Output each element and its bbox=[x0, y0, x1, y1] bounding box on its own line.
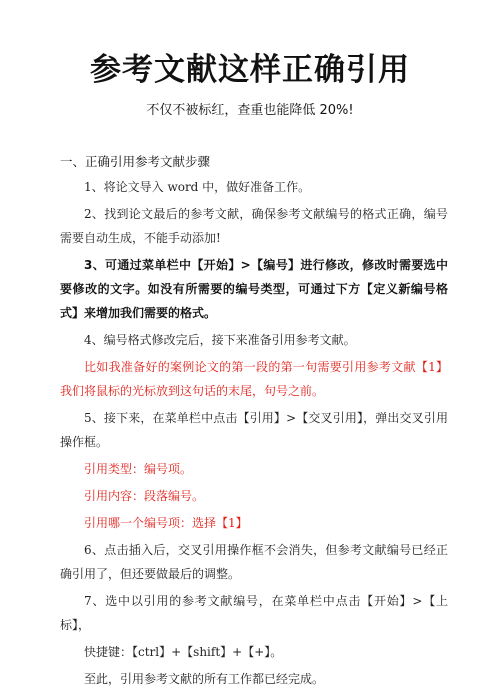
step-7-paragraph: 7、选中以引用的参考文献编号，在菜单栏中点击【开始】>【上标】， bbox=[60, 594, 448, 632]
shortcut-line: 快捷键：【ctrl】+【shift】+【+】。 bbox=[84, 645, 283, 659]
step-3-paragraph: 3、可通过菜单栏中【开始】>【编号】进行修改，修改时需要选中要修改的文字。如没有所需要的编号类型，可通过下方【定义新编号格式】来增加我们需要的格式。 bbox=[60, 258, 448, 320]
conclusion-line: 至此，引用参考文献的所有工作都已经完成。 bbox=[84, 672, 325, 686]
step-6-paragraph: 6、点击插入后，交叉引用操作框不会消失，但参考文献编号已经正确引用了，但还要做最后的调整。 bbox=[60, 543, 448, 581]
reference-content-line: 引用内容：段落编号。 bbox=[84, 489, 205, 503]
page-subtitle: 不仅不被标红，查重也能降低 20%! bbox=[146, 103, 354, 118]
page-title: 参考文献这样正确引用 bbox=[90, 52, 410, 88]
step-4-paragraph: 4、编号格式修改完后，接下来准备引用参考文献。 bbox=[84, 333, 356, 347]
step-2-paragraph: 2、找到论文最后的参考文献，确保参考文献编号的格式正确，编号需要自动生成，不能手动添加! bbox=[60, 207, 448, 245]
step-5-paragraph: 5、接下来，在菜单栏中点击【引用】>【交叉引用】，弹出交叉引用操作框。 bbox=[60, 411, 448, 449]
reference-type-line: 引用类型：编号项。 bbox=[84, 462, 193, 476]
article-body bbox=[60, 150, 448, 694]
section-heading: 一、正确引用参考文献步骤 bbox=[60, 154, 211, 169]
step-1-paragraph: 1、将论文导入 word 中，做好准备工作。 bbox=[84, 180, 311, 194]
reference-which-line: 引用哪一个编号项：选择【1】 bbox=[84, 516, 248, 530]
example-paragraph: 比如我准备好的案例论文的第一段的第一句需要引用参考文献【1】我们将鼠标的光标放到这句话的末尾，句号之前。 bbox=[60, 360, 448, 398]
